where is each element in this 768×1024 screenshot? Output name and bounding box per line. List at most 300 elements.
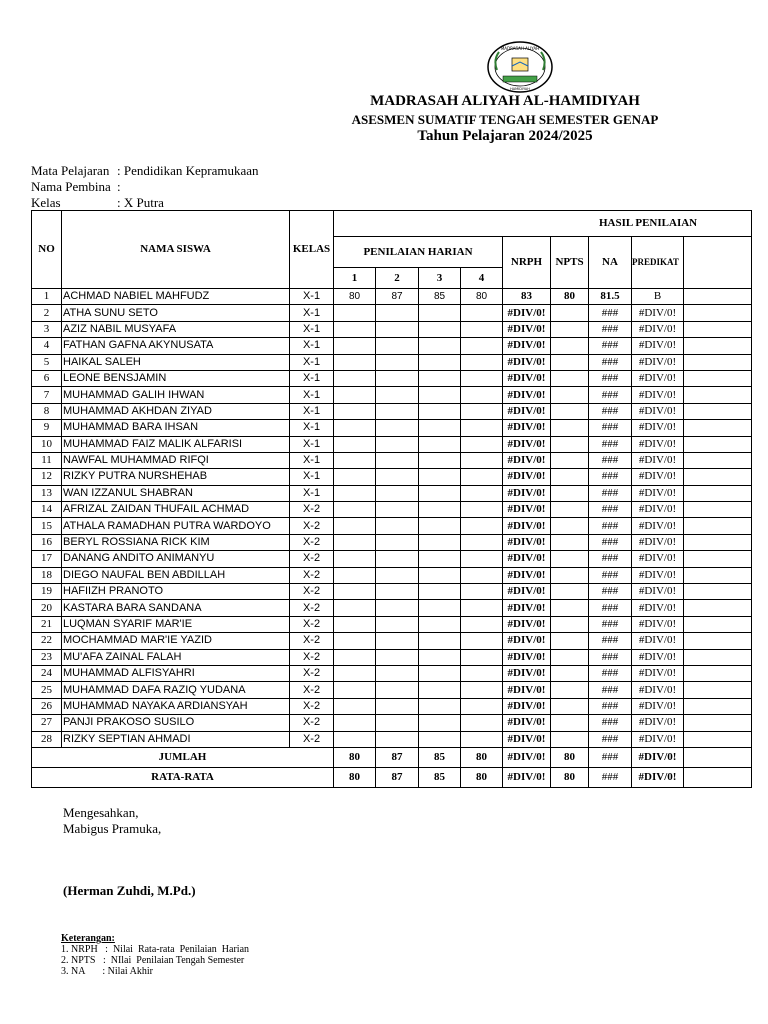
npts-cell: [551, 420, 589, 436]
na-cell: ###: [589, 305, 632, 321]
nrph-cell: #DIV/0!: [503, 567, 551, 583]
row-class: X-2: [290, 584, 334, 600]
npts-cell: [551, 354, 589, 370]
spare-cell: [684, 649, 752, 665]
predikat-cell: #DIV/0!: [632, 731, 684, 747]
spare-cell: [684, 420, 752, 436]
col-header-npts: NPTS: [551, 237, 589, 289]
nrph-cell: #DIV/0!: [503, 649, 551, 665]
student-name: ATHA SUNU SETO: [62, 305, 290, 321]
student-name: HAIKAL SALEH: [62, 354, 290, 370]
na-cell: ###: [589, 502, 632, 518]
row-no: 21: [32, 616, 62, 632]
score-3: [419, 338, 461, 354]
jumlah-p1-cell: 80: [334, 747, 376, 767]
row-no: 1: [32, 289, 62, 305]
student-name: FATHAN GAFNA AKYNUSATA: [62, 338, 290, 354]
nrph-cell: #DIV/0!: [503, 354, 551, 370]
spare-cell: [684, 338, 752, 354]
score-3: [419, 715, 461, 731]
jumlah-pred-cell: #DIV/0!: [632, 747, 684, 767]
row-class: X-1: [290, 452, 334, 468]
student-name: AFRIZAL ZAIDAN THUFAIL ACHMAD: [62, 502, 290, 518]
predikat-cell: #DIV/0!: [632, 452, 684, 468]
note-item: 3. NA : Nilai Akhir: [61, 966, 153, 977]
student-name: LUQMAN SYARIF MAR'IE: [62, 616, 290, 632]
jumlah-p3-cell: 85: [419, 747, 461, 767]
predikat-cell: #DIV/0!: [632, 321, 684, 337]
predikat-cell: #DIV/0!: [632, 518, 684, 534]
score-1: [334, 338, 376, 354]
nrph-cell: #DIV/0!: [503, 485, 551, 501]
score-3: [419, 616, 461, 632]
group-header-results: HASIL PENILAIAN: [334, 211, 752, 237]
score-3: [419, 682, 461, 698]
table-row: [32, 534, 752, 550]
predikat-cell: #DIV/0!: [632, 403, 684, 419]
na-cell: ###: [589, 436, 632, 452]
nrph-cell: #DIV/0!: [503, 665, 551, 681]
na-cell: ###: [589, 665, 632, 681]
score-2: [376, 338, 419, 354]
npts-cell: [551, 665, 589, 681]
spare-cell: [684, 600, 752, 616]
score-4: [461, 534, 503, 550]
score-3: [419, 698, 461, 714]
score-1: [334, 518, 376, 534]
score-2: [376, 436, 419, 452]
npts-cell: [551, 469, 589, 485]
mentor-label: Nama Pembina: [31, 179, 111, 194]
spare-cell: [684, 452, 752, 468]
score-1: [334, 600, 376, 616]
row-no: 13: [32, 485, 62, 501]
row-class: X-2: [290, 534, 334, 550]
logo-text-bottom: HAMIDIYAH: [510, 87, 530, 91]
average-row: [32, 767, 752, 787]
subject-line: [31, 163, 259, 179]
nrph-cell: #DIV/0!: [503, 715, 551, 731]
score-4: [461, 682, 503, 698]
row-class: X-2: [290, 567, 334, 583]
npts-cell: [551, 534, 589, 550]
score-1: [334, 485, 376, 501]
rata-na-cell: ###: [589, 767, 632, 787]
spare-cell: [684, 731, 752, 747]
rata-p3-cell: 85: [419, 767, 461, 787]
score-3: [419, 452, 461, 468]
student-name: MUHAMMAD FAIZ MALIK ALFARISI: [62, 436, 290, 452]
student-name: MUHAMMAD GALIH IHWAN: [62, 387, 290, 403]
student-name: ACHMAD NABIEL MAHFUDZ: [62, 289, 290, 305]
academic-year: Tahun Pelajaran 2024/2025: [417, 128, 593, 144]
score-3: [419, 567, 461, 583]
row-no: 26: [32, 698, 62, 714]
row-class: X-2: [290, 715, 334, 731]
grades-table: [31, 210, 752, 788]
score-3: [419, 305, 461, 321]
na-cell: ###: [589, 551, 632, 567]
row-class: X-1: [290, 321, 334, 337]
score-4: [461, 616, 503, 632]
student-name: RIZKY PUTRA NURSHEHAB: [62, 469, 290, 485]
score-3: [419, 354, 461, 370]
score-4: [461, 305, 503, 321]
student-name: MUHAMMAD AKHDAN ZIYAD: [62, 403, 290, 419]
predikat-cell: #DIV/0!: [632, 665, 684, 681]
score-1: [334, 403, 376, 419]
predikat-cell: #DIV/0!: [632, 420, 684, 436]
score-1: [334, 551, 376, 567]
score-2: [376, 731, 419, 747]
row-class: X-2: [290, 551, 334, 567]
score-3: [419, 600, 461, 616]
spare-cell: [684, 633, 752, 649]
predikat-cell: B: [632, 289, 684, 305]
note-item: 2. NPTS : NIlai Penilaian Tengah Semester: [61, 955, 245, 966]
predikat-cell: #DIV/0!: [632, 715, 684, 731]
row-class: X-2: [290, 649, 334, 665]
na-cell: ###: [589, 633, 632, 649]
student-name: WAN IZZANUL SHABRAN: [62, 485, 290, 501]
row-no: 7: [32, 387, 62, 403]
spare-cell: [684, 502, 752, 518]
na-cell: ###: [589, 698, 632, 714]
score-2: [376, 633, 419, 649]
nrph-cell: #DIV/0!: [503, 338, 551, 354]
npts-cell: [551, 633, 589, 649]
score-1: [334, 698, 376, 714]
predikat-cell: #DIV/0!: [632, 682, 684, 698]
jumlah-label: JUMLAH: [32, 747, 334, 767]
predikat-cell: #DIV/0!: [632, 649, 684, 665]
student-name: AZIZ NABIL MUSYAFA: [62, 321, 290, 337]
col-header-spare: [684, 237, 752, 289]
predikat-cell: #DIV/0!: [632, 551, 684, 567]
score-2: [376, 305, 419, 321]
score-4: [461, 600, 503, 616]
rata-nrph-cell: #DIV/0!: [503, 767, 551, 787]
spare-cell: [684, 534, 752, 550]
notes: [61, 933, 249, 977]
student-name: ATHALA RAMADHAN PUTRA WARDOYO: [62, 518, 290, 534]
row-no: 4: [32, 338, 62, 354]
table-row: [32, 633, 752, 649]
predikat-cell: #DIV/0!: [632, 354, 684, 370]
score-2: [376, 649, 419, 665]
score-1: [334, 321, 376, 337]
row-no: 9: [32, 420, 62, 436]
predikat-cell: #DIV/0!: [632, 567, 684, 583]
table-row: [32, 715, 752, 731]
na-cell: ###: [589, 485, 632, 501]
score-2: [376, 567, 419, 583]
na-cell: ###: [589, 321, 632, 337]
table-row: [32, 436, 752, 452]
npts-cell: [551, 682, 589, 698]
npts-cell: [551, 567, 589, 583]
class-label: Kelas: [31, 195, 61, 210]
score-4: [461, 387, 503, 403]
nrph-cell: #DIV/0!: [503, 436, 551, 452]
col-header-na: NA: [589, 237, 632, 289]
row-no: 18: [32, 567, 62, 583]
spare-cell: [684, 682, 752, 698]
spare-cell: [684, 715, 752, 731]
row-class: X-2: [290, 682, 334, 698]
student-name: MUHAMMAD DAFA RAZIQ YUDANA: [62, 682, 290, 698]
school-emblem-icon: [485, 40, 555, 94]
spare-cell: [684, 436, 752, 452]
spare-cell: [684, 321, 752, 337]
row-class: X-1: [290, 338, 334, 354]
table-row: [32, 518, 752, 534]
table-row: [32, 420, 752, 436]
spare-cell: [684, 354, 752, 370]
npts-cell: [551, 305, 589, 321]
score-2: [376, 403, 419, 419]
score-2: [376, 420, 419, 436]
score-4: [461, 354, 503, 370]
score-4: [461, 321, 503, 337]
na-cell: ###: [589, 600, 632, 616]
school-title: MADRASAH ALIYAH AL-HAMIDIYAH: [370, 93, 640, 109]
score-1: [334, 731, 376, 747]
jumlah-p4-cell: 80: [461, 747, 503, 767]
spare-cell: [684, 698, 752, 714]
table-row: [32, 338, 752, 354]
logo-text-top: MADRASAH ALIYAH: [500, 46, 540, 51]
student-name: MU'AFA ZAINAL FALAH: [62, 649, 290, 665]
na-cell: ###: [589, 616, 632, 632]
spare-cell: [684, 747, 752, 767]
na-cell: ###: [589, 649, 632, 665]
score-4: [461, 485, 503, 501]
col-header-name: NAMA SISWA: [62, 211, 290, 289]
na-cell: ###: [589, 354, 632, 370]
score-1: [334, 452, 376, 468]
spare-cell: [684, 305, 752, 321]
row-class: X-1: [290, 387, 334, 403]
row-no: 20: [32, 600, 62, 616]
na-cell: ###: [589, 518, 632, 534]
table-row: [32, 682, 752, 698]
row-class: X-2: [290, 633, 334, 649]
score-3: [419, 370, 461, 386]
student-name: MUHAMMAD BARA IHSAN: [62, 420, 290, 436]
score-2: [376, 698, 419, 714]
spare-cell: [684, 370, 752, 386]
na-cell: ###: [589, 469, 632, 485]
nrph-cell: #DIV/0!: [503, 633, 551, 649]
nrph-cell: #DIV/0!: [503, 321, 551, 337]
table-row: [32, 502, 752, 518]
nrph-cell: #DIV/0!: [503, 420, 551, 436]
row-no: 5: [32, 354, 62, 370]
row-class: X-1: [290, 370, 334, 386]
score-1: [334, 584, 376, 600]
row-class: X-1: [290, 354, 334, 370]
score-4: [461, 370, 503, 386]
table-row: [32, 600, 752, 616]
row-class: X-1: [290, 469, 334, 485]
predikat-cell: #DIV/0!: [632, 616, 684, 632]
score-3: [419, 665, 461, 681]
student-name: DANANG ANDITO ANIMANYU: [62, 551, 290, 567]
student-name: HAFIIZH PRANOTO: [62, 584, 290, 600]
npts-cell: [551, 403, 589, 419]
rata-label: RATA-RATA: [32, 767, 334, 787]
row-no: 23: [32, 649, 62, 665]
row-no: 8: [32, 403, 62, 419]
note-item: 1. NRPH : Nilai Rata-rata Penilaian Harian: [61, 944, 250, 955]
spare-cell: [684, 469, 752, 485]
spare-cell: [684, 403, 752, 419]
mentor-line: [31, 179, 121, 195]
score-1: [334, 665, 376, 681]
row-no: 25: [32, 682, 62, 698]
score-4: [461, 698, 503, 714]
notes-title: Keterangan:: [61, 933, 115, 944]
score-4: [461, 584, 503, 600]
score-3: [419, 534, 461, 550]
row-no: 19: [32, 584, 62, 600]
spare-cell: [684, 616, 752, 632]
score-4: [461, 633, 503, 649]
table-row: [32, 616, 752, 632]
nrph-cell: #DIV/0!: [503, 452, 551, 468]
score-4: [461, 469, 503, 485]
npts-cell: [551, 321, 589, 337]
score-4: [461, 452, 503, 468]
score-2: [376, 502, 419, 518]
npts-cell: [551, 715, 589, 731]
na-cell: ###: [589, 420, 632, 436]
score-1: [334, 682, 376, 698]
row-class: X-1: [290, 289, 334, 305]
predikat-cell: #DIV/0!: [632, 338, 684, 354]
row-no: 12: [32, 469, 62, 485]
predikat-cell: #DIV/0!: [632, 600, 684, 616]
col-header-nrph: NRPH: [503, 237, 551, 289]
npts-cell: [551, 698, 589, 714]
predikat-cell: #DIV/0!: [632, 534, 684, 550]
student-name: MOCHAMMAD MAR'IE YAZID: [62, 633, 290, 649]
score-2: [376, 452, 419, 468]
score-1: [334, 370, 376, 386]
spare-cell: [684, 567, 752, 583]
na-cell: ###: [589, 567, 632, 583]
score-3: [419, 633, 461, 649]
row-no: 22: [32, 633, 62, 649]
table-row: [32, 354, 752, 370]
table-row: [32, 731, 752, 747]
score-3: [419, 518, 461, 534]
score-3: [419, 420, 461, 436]
rata-p1-cell: 80: [334, 767, 376, 787]
score-3: 85: [419, 289, 461, 305]
predikat-cell: #DIV/0!: [632, 305, 684, 321]
score-1: [334, 305, 376, 321]
npts-cell: [551, 584, 589, 600]
score-2: [376, 551, 419, 567]
student-name: RIZKY SEPTIAN AHMADI: [62, 731, 290, 747]
row-no: 17: [32, 551, 62, 567]
score-3: [419, 436, 461, 452]
jumlah-nrph-cell: #DIV/0!: [503, 747, 551, 767]
col-header-class: KELAS: [290, 211, 334, 289]
score-4: [461, 649, 503, 665]
row-class: X-1: [290, 485, 334, 501]
nrph-cell: #DIV/0!: [503, 698, 551, 714]
npts-cell: [551, 616, 589, 632]
table-row: [32, 305, 752, 321]
na-cell: ###: [589, 731, 632, 747]
table-row: [32, 567, 752, 583]
score-3: [419, 387, 461, 403]
score-2: [376, 584, 419, 600]
score-2: [376, 469, 419, 485]
col-header-ph2: 2: [376, 268, 419, 289]
table-row: [32, 485, 752, 501]
score-2: [376, 616, 419, 632]
row-class: X-1: [290, 403, 334, 419]
nrph-cell: #DIV/0!: [503, 502, 551, 518]
score-3: [419, 469, 461, 485]
row-no: 15: [32, 518, 62, 534]
col-header-ph4: 4: [461, 268, 503, 289]
nrph-cell: #DIV/0!: [503, 387, 551, 403]
score-4: [461, 420, 503, 436]
score-1: [334, 534, 376, 550]
na-cell: ###: [589, 403, 632, 419]
spare-cell: [684, 584, 752, 600]
npts-cell: [551, 370, 589, 386]
table-row: [32, 665, 752, 681]
row-class: X-1: [290, 420, 334, 436]
table-row: [32, 584, 752, 600]
npts-cell: [551, 436, 589, 452]
rata-npts-cell: 80: [551, 767, 589, 787]
score-1: [334, 633, 376, 649]
spare-cell: [684, 767, 752, 787]
score-4: [461, 518, 503, 534]
score-3: [419, 321, 461, 337]
rata-pred-cell: #DIV/0!: [632, 767, 684, 787]
row-no: 11: [32, 452, 62, 468]
score-4: [461, 715, 503, 731]
subject-label: Mata Pelajaran: [31, 163, 110, 178]
na-cell: ###: [589, 715, 632, 731]
student-name: BERYL ROSSIANA RICK KIM: [62, 534, 290, 550]
jumlah-p2-cell: 87: [376, 747, 419, 767]
jumlah-npts-cell: 80: [551, 747, 589, 767]
npts-cell: [551, 338, 589, 354]
nrph-cell: #DIV/0!: [503, 731, 551, 747]
row-no: 3: [32, 321, 62, 337]
spare-cell: [684, 551, 752, 567]
student-name: MUHAMMAD ALFISYAHRI: [62, 665, 290, 681]
score-1: [334, 567, 376, 583]
nrph-cell: #DIV/0!: [503, 600, 551, 616]
nrph-cell: #DIV/0!: [503, 616, 551, 632]
score-4: [461, 567, 503, 583]
table-row: [32, 469, 752, 485]
table-row: [32, 387, 752, 403]
row-class: X-1: [290, 436, 334, 452]
mentor-value: :: [117, 179, 121, 194]
score-3: [419, 502, 461, 518]
